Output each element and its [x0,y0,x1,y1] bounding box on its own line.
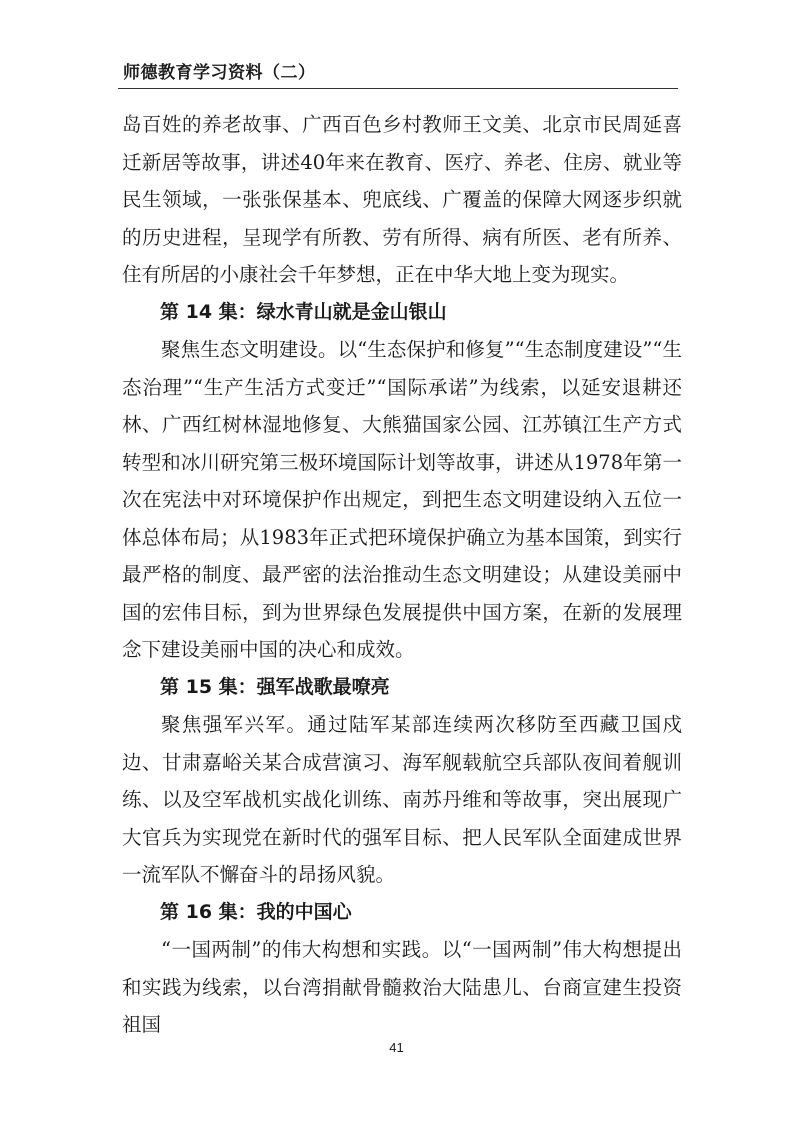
header-divider [118,88,678,89]
episode-14-heading: 第 14 集：绿水青山就是金山银山 [160,300,447,323]
episode-16-heading: 第 16 集：我的中国心 [160,900,352,923]
intro-paragraph: 岛百姓的养老故事、广西百色乡村教师王文美、北京市民周延喜迁新居等故事，讲述40年来在教育、医疗、养老、住房、就业等民生领域，一张张保基本、兜底线、广覆盖的保障大网逐步织就的历史进程，呈现学有所教、劳有所得、病有所医、老有所养、住有所居的小康社会千年梦想，正在中华大地上变为现实。 [122,113,682,286]
episode-15-heading: 第 15 集：强军战歌最嘹亮 [160,675,390,698]
episode-16-paragraph: “一国两制”的伟大构想和实践。以“一国两制”伟大构想提出和实践为线索，以台湾捐献骨髓救治大陆患儿、台商宣建生投资祖国 [122,938,682,1036]
document-header-title: 师德教育学习资料（二） [123,63,316,83]
episode-14-paragraph: 聚焦生态文明建设。以“生态保护和修复”“生态制度建设”“生态治理”“生产生活方式变迁”“国际承诺”为线索，以延安退耕还林、广西红树林湿地修复、大熊猫国家公园、江苏镇江生产方式转型和冰川研究第三极环境国际计划等故事，讲述从1978年第一次在宪法中对环境保护作出规定，到把生态文明建设纳入五位一体总体布局；从1983年正式把环境保护确立为基本国策，到实行最严格的制度、最严密的法治推动生态文明建设；从建设美丽中国的宏伟目标，到为世界绿色发展提供中国方案，在新的发展理念下建设美丽中国的决心和成效。 [122,338,682,661]
document-body [122,106,682,1044]
episode-15-paragraph: 聚焦强军兴军。通过陆军某部连续两次移防至西藏卫国戍边、甘肃嘉峪关某合成营演习、海军舰载航空兵部队夜间着舰训练、以及空军战机实战化训练、南苏丹维和等故事，突出展现广大官兵为实现党在新时代的强军目标、把人民军队全面建成世界一流军队不懈奋斗的昂扬风貌。 [122,713,682,886]
page-number: 41 [389,1040,404,1055]
